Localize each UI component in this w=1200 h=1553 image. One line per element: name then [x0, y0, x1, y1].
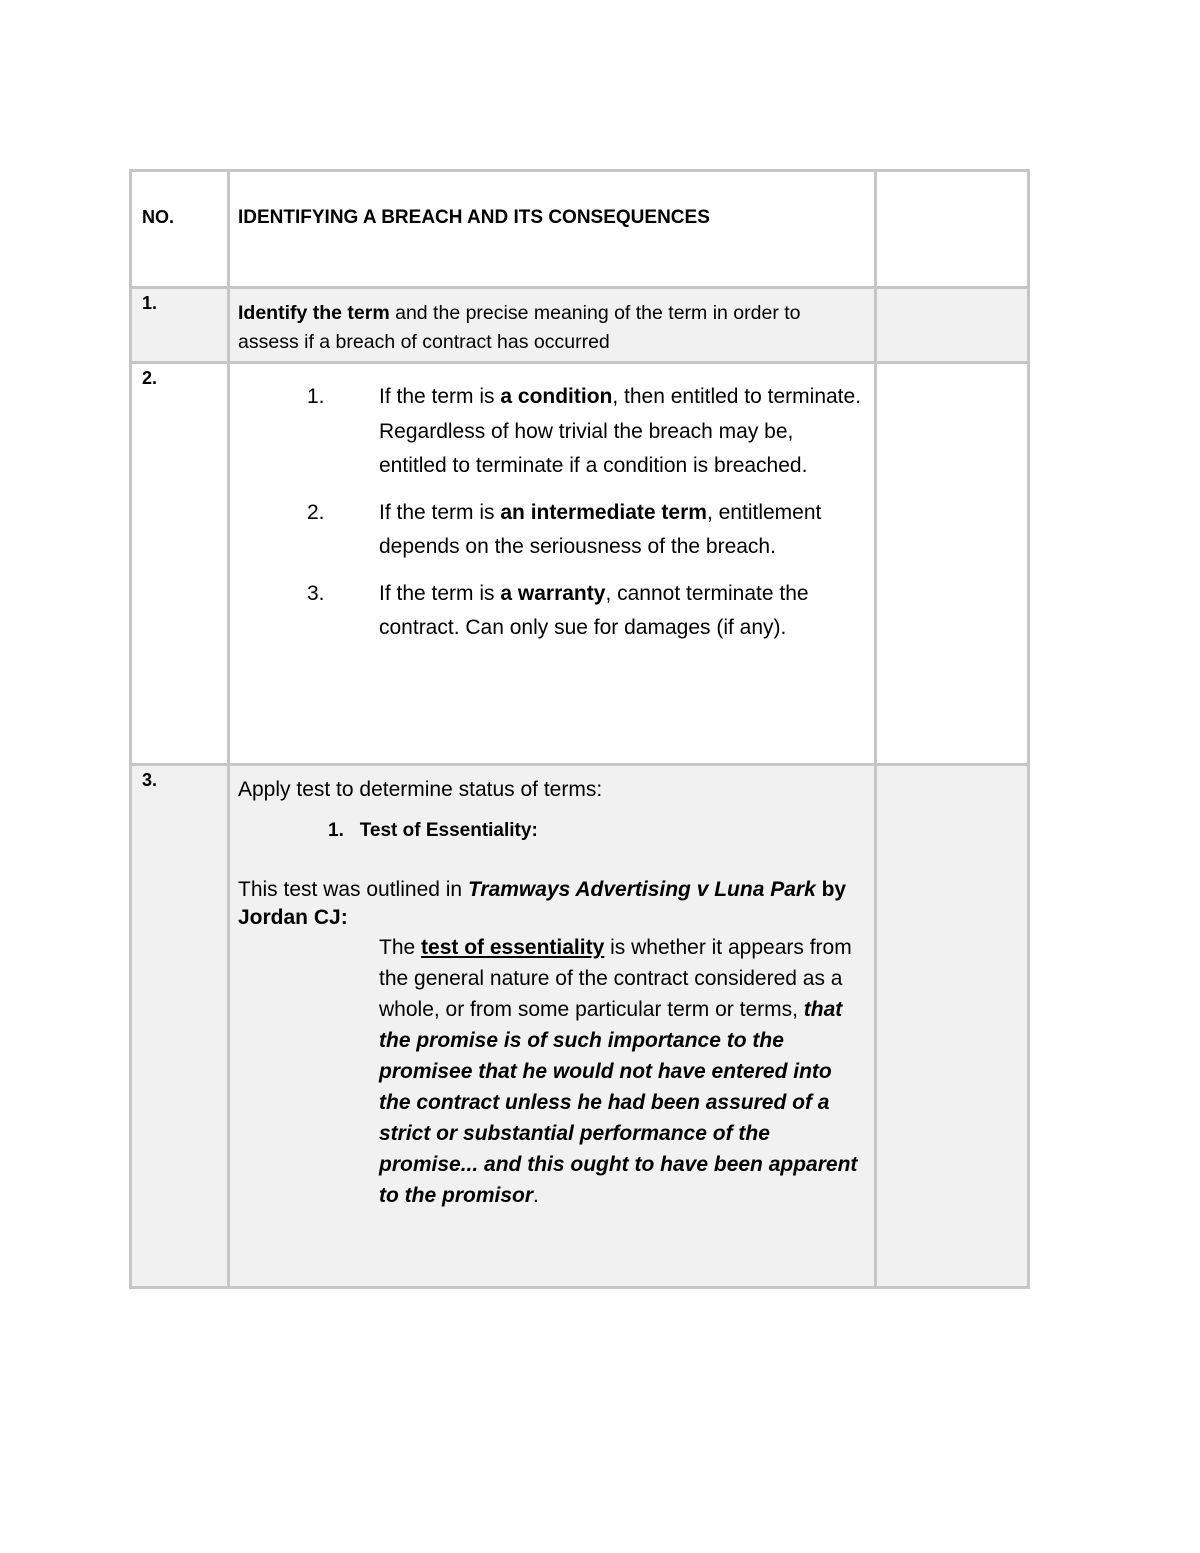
list-item — [230, 577, 874, 646]
quote-text: The — [379, 936, 422, 959]
essentiality-cell — [229, 765, 876, 1288]
no-column-header: NO. — [131, 171, 229, 288]
row-text — [229, 288, 876, 363]
breach-table — [129, 169, 1030, 1289]
item-text: If the term is — [379, 500, 501, 524]
term-type: a condition — [500, 385, 613, 408]
row-number: 1. — [131, 288, 229, 363]
quote-text: is whether it appears from the general nature of the contract considered as a whole, or from some particular term or terms, — [379, 936, 852, 1021]
bold-lead: Identify the term — [238, 302, 390, 324]
quote-text: . — [533, 1184, 539, 1207]
apply-text: Apply test to determine status of terms: — [238, 778, 603, 801]
item-text: If the term is — [379, 581, 501, 605]
term-types-list — [230, 364, 874, 646]
list-marker: 1. — [307, 385, 325, 408]
list-marker: 3. — [307, 581, 325, 605]
term-type: a warranty — [500, 581, 606, 605]
table-row — [131, 288, 1029, 363]
blank-header-cell — [876, 171, 1029, 288]
row-number: 2. — [131, 363, 229, 765]
table-row — [131, 363, 1029, 765]
item-text: If the term is — [379, 385, 501, 408]
essentiality-quote — [230, 932, 874, 1211]
header-row — [131, 171, 1029, 288]
list-marker: 2. — [307, 500, 325, 524]
intro-text: This test was outlined in — [238, 878, 468, 901]
list-item — [230, 380, 874, 484]
table-title: IDENTIFYING A BREACH AND ITS CONSEQUENCES — [229, 171, 876, 288]
item-text: , then entitled to terminate. Regardless of how trivial the breach may be, entitled to terminate if a condition is breached. — [379, 385, 862, 477]
notes-cell — [876, 765, 1029, 1288]
list-item — [230, 496, 874, 565]
notes-cell — [876, 288, 1029, 363]
sub-heading — [328, 820, 874, 842]
item-text: , entitlement depends on the seriousness of the breach. — [379, 500, 822, 558]
judge-name: by Jordan CJ: — [238, 878, 847, 929]
row-body: and the precise meaning of the term in order to assess if a breach of contract has occurred — [238, 302, 801, 353]
item-text: , cannot terminate the contract. Can only sue for damages (if any). — [379, 581, 809, 639]
row-number: 3. — [131, 765, 229, 1288]
notes-cell — [876, 363, 1029, 765]
quote-term: test of essentiality — [421, 936, 605, 959]
sub-marker: 1. — [328, 820, 344, 841]
table-row — [131, 765, 1029, 1288]
sub-title: Test of Essentiality: — [359, 820, 538, 841]
quote-emphasis: that the promise is of such importance to the promisee that he would not have entered into the contract unless he had been assured of a strict or substantial performance of the promise... and this ought to have been apparent to the promisor — [379, 998, 858, 1207]
case-name: Tramways Advertising v Luna Park — [467, 878, 816, 901]
case-intro — [230, 842, 874, 932]
term-types-cell — [229, 363, 876, 765]
term-type: an intermediate term — [500, 500, 707, 524]
